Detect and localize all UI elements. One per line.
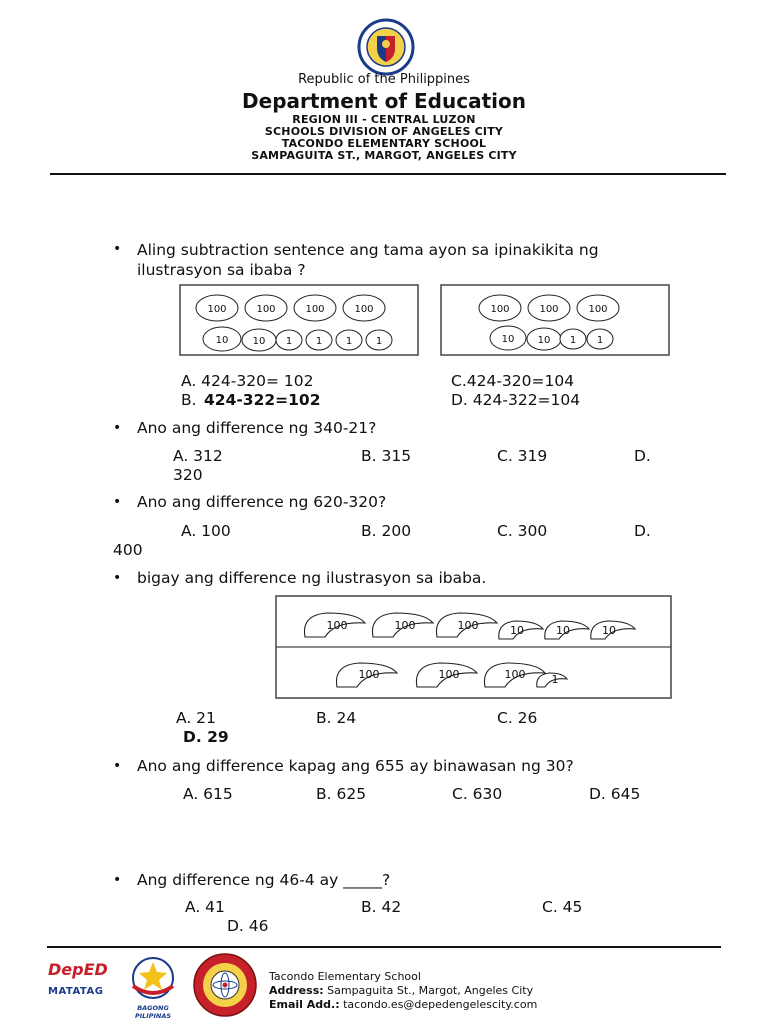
q3-option-b[interactable]: B. 200 [361, 522, 412, 540]
bullet: • [113, 420, 122, 436]
q5-option-b[interactable]: B. 625 [316, 785, 367, 803]
footer-email [269, 998, 537, 1012]
deped-logo-text: DepED [48, 960, 108, 979]
footer-email-label: Email Add.: [269, 998, 340, 1011]
mango-label: 10 [510, 624, 524, 637]
footer-school-name: Tacondo Elementary School [269, 970, 421, 983]
header-region: REGION III - CENTRAL LUZON [292, 113, 476, 126]
bagong-pilipinas-text: BAGONG PILIPINAS [134, 1004, 172, 1020]
q1-option-b[interactable]: 424-322=102 [204, 391, 321, 409]
q3-option-d-letter[interactable]: D. [634, 522, 651, 540]
apple-label: 100 [490, 304, 510, 315]
q1-illustration-left [179, 284, 419, 360]
q4-option-c[interactable]: C. 26 [497, 709, 538, 727]
deped-seal [351, 18, 421, 76]
mango-label: 100 [358, 668, 380, 681]
footer-address [269, 984, 533, 998]
q1-option-b-letter[interactable]: B. [181, 391, 197, 409]
apple-label: 100 [354, 304, 374, 315]
bullet: • [113, 872, 122, 888]
q5-option-a[interactable]: A. 615 [183, 785, 233, 803]
apple-label: 10 [537, 335, 551, 346]
q2-option-b[interactable]: B. 315 [361, 447, 412, 465]
bullet: • [113, 241, 122, 257]
question-1-line1: Aling subtraction sentence ang tama ayon sa ipinakikita ng [137, 241, 599, 259]
apple-label: 1 [375, 336, 383, 347]
footer-email-value[interactable]: tacondo.es@depedengelescity.com [343, 998, 538, 1011]
apple-label: 1 [315, 336, 323, 347]
q4-option-a[interactable]: A. 21 [176, 709, 216, 727]
q6-option-b[interactable]: B. 42 [361, 898, 402, 916]
bagong-pilipinas-logo [122, 956, 184, 1020]
q1-option-c[interactable]: C.424-320=104 [451, 372, 575, 390]
q5-option-c[interactable]: C. 630 [452, 785, 503, 803]
q2-option-d[interactable]: 320 [173, 466, 203, 484]
apple-label: 100 [207, 304, 227, 315]
mango-label: 10 [602, 624, 616, 637]
bullet: • [113, 494, 122, 510]
apple-label: 1 [285, 336, 293, 347]
q4-option-d[interactable]: D. 29 [183, 728, 229, 746]
q2-option-a[interactable]: A. 312 [173, 447, 223, 465]
matatag-text: MATATAG [48, 986, 104, 997]
q1-illustration-right [440, 284, 670, 360]
footer-address-label: Address: [269, 984, 324, 997]
q1-option-d[interactable]: D. 424-322=104 [451, 391, 581, 409]
q4-illustration [275, 595, 672, 703]
apple-label: 10 [215, 335, 229, 346]
q3-option-a[interactable]: A. 100 [181, 522, 231, 540]
q4-option-b[interactable]: B. 24 [316, 709, 357, 727]
footer-address-value: Sampaguita St., Margot, Angeles City [327, 984, 534, 997]
q6-option-a[interactable]: A. 41 [185, 898, 225, 916]
question-6: Ang difference ng 46-4 ay _____? [137, 871, 391, 889]
header-address: SAMPAGUITA ST., MARGOT, ANGELES CITY [251, 149, 517, 162]
apple-label: 100 [256, 304, 276, 315]
q3-option-c[interactable]: C. 300 [497, 522, 548, 540]
apple-label: 10 [252, 336, 266, 347]
mango-label: 100 [394, 619, 416, 632]
apple-label: 10 [501, 334, 515, 345]
footer-divider [47, 946, 721, 948]
mango-label: 1 [551, 673, 559, 686]
apple-label: 1 [345, 336, 353, 347]
mango-label: 100 [326, 619, 348, 632]
mango-label: 100 [438, 668, 460, 681]
question-4: bigay ang difference ng ilustrasyon sa ibaba. [137, 569, 487, 587]
school-logo [188, 952, 262, 1022]
header-division: SCHOOLS DIVISION OF ANGELES CITY [264, 125, 504, 138]
department-title: Department of Education [242, 89, 526, 113]
bullet: • [113, 570, 122, 586]
header-divider [50, 173, 726, 175]
q2-option-c[interactable]: C. 319 [497, 447, 548, 465]
question-3: Ano ang difference ng 620-320? [137, 493, 387, 511]
q6-option-d[interactable]: D. 46 [227, 917, 269, 935]
q1-option-a[interactable]: A. 424-320= 102 [181, 372, 314, 390]
bullet: • [113, 758, 122, 774]
question-5: Ano ang difference kapag ang 655 ay binawasan ng 30? [137, 757, 574, 775]
mango-label: 100 [504, 668, 526, 681]
mango-label: 10 [556, 624, 570, 637]
apple-label: 100 [305, 304, 325, 315]
republic-label: Republic of the Philippines [298, 72, 470, 87]
q3-option-d[interactable]: 400 [113, 541, 143, 559]
apple-label: 1 [569, 335, 577, 346]
apple-label: 100 [588, 304, 608, 315]
apple-label: 1 [596, 335, 604, 346]
question-1-line2: ilustrasyon sa ibaba ? [137, 261, 306, 279]
mango-label: 100 [457, 619, 479, 632]
q5-option-d[interactable]: D. 645 [589, 785, 641, 803]
apple-label: 100 [539, 304, 559, 315]
header-school: TACONDO ELEMENTARY SCHOOL [281, 137, 487, 150]
q2-option-d-letter[interactable]: D. [634, 447, 651, 465]
question-2: Ano ang difference ng 340-21? [137, 419, 377, 437]
deped-matatag-logo [48, 960, 118, 1010]
q6-option-c[interactable]: C. 45 [542, 898, 583, 916]
